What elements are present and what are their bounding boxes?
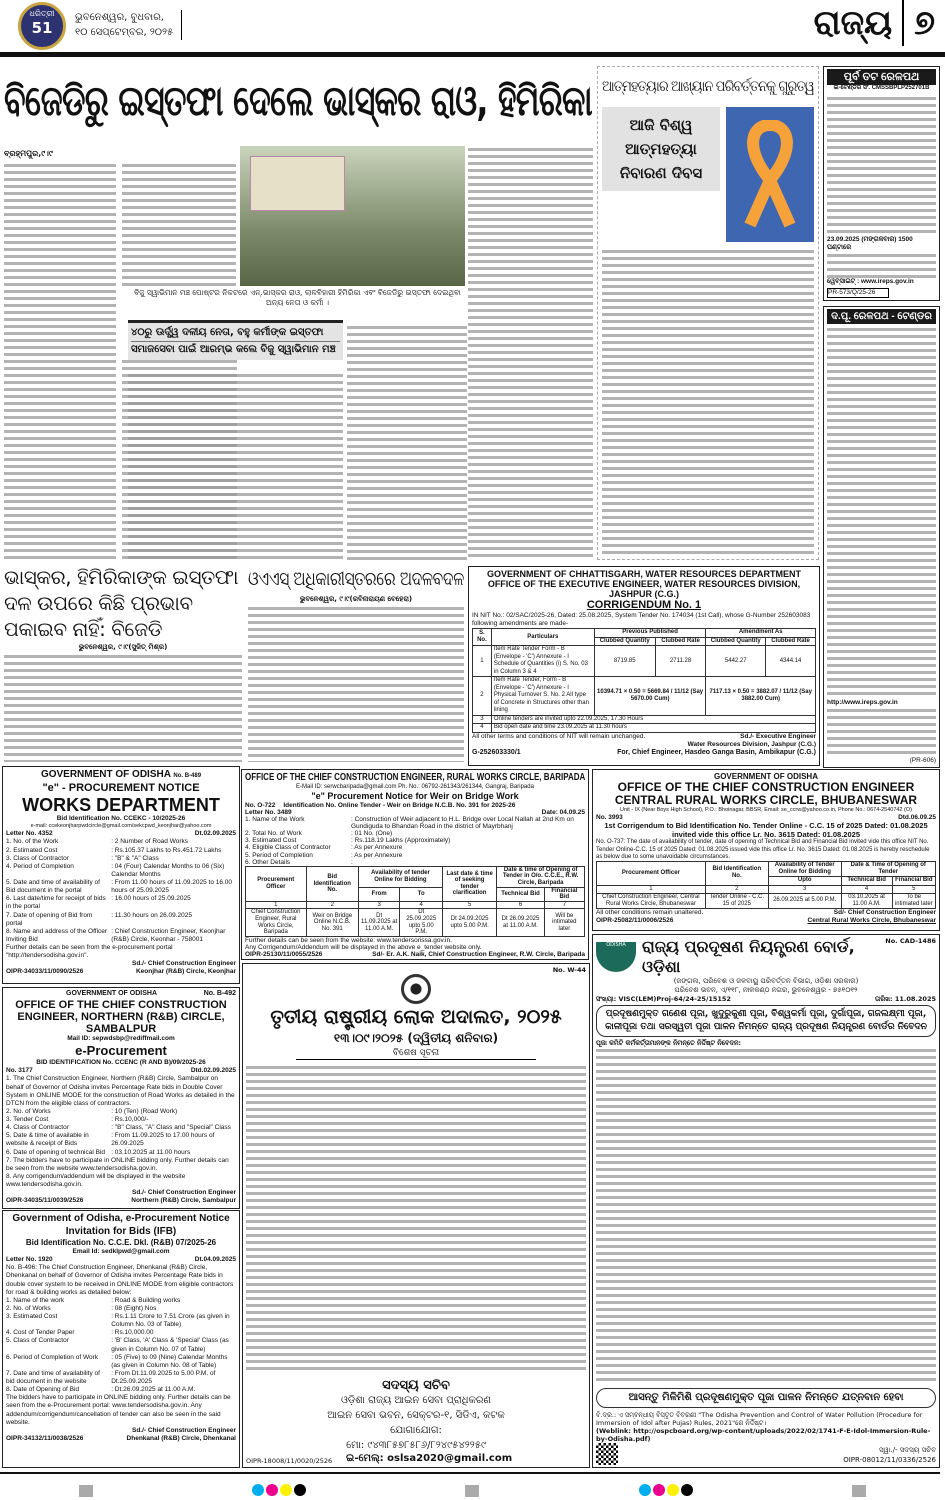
notice-item: 8. Date of Opening of Bid : Dt.26.09.2025 at 11.00 A.M. [6, 1386, 196, 1394]
lead-headline: ବିଜେଡିରୁ ଇସ୍ତଫା ଦେଲେ ଭାସ୍କର ରାଓ, ହିମିରିକା [4, 76, 592, 125]
notice-item: 6. Date of opening of technical Bid : 03.10.2025 at 11.00 hours [6, 1148, 191, 1156]
notice-item: 1. Name of the work : Road & Building works [6, 1296, 181, 1304]
story2-headline: ଭାସ୍କର, ହିମିରିକାଙ୍କ ଇସ୍ତଫା ଦଳ ଉପରେ କିଛି ପ୍ରଭାବ ପକାଇବ ନାହିଁ: ବିଜେଡି [4, 565, 239, 641]
rail-tender-1: ପୂର୍ବ ତଟ ରେଳପଥ ଇ-ଟେଣ୍ଡର ସଂ. CMSSBPLP252701B 23.09.2025 (ମଙ୍ଗଳବାର) 1500 ଘଣ୍ଟାରେ ୱେବ୍‌ସାଇଟ୍ : www.ireps.gov.in PR-573/Q/25-26 [823, 66, 940, 301]
table-cell: Dt 11.09.2025 at 11.00 A.M. [358, 909, 400, 936]
baripada-notice: OFFICE OF THE CHIEF CONSTRUCTION ENGINEER, RURAL WORKS CIRCLE, BARIPADA E-Mail ID: serwcbaripada@gmail.com Ph. No.: 06792-261343/261344, Gangraj, Baripada "e" Procurement Notice for Weir on Bridge Work No. O-722 Identification No. Online Tender - Weir on Bridge N.C.B. No. 391 for 2025-26 Letter No. 3489 Date: 04.09.25 1. Name of the Work : Construction of Weir adjacent to H.L. Bridge over Local Nallah at 2nd Km on Gundiguda to Bhandan Road in the district of Mayrbhanj 2. Total No. of Work : 01 No. (One) 3. Estimated Cost : Rs.118.19 Lakhs (Approximately) 4. Eligible Class of Contractor : As per Annexure 5. Period of Completion : As per Annexure 6. Other Details : Procurement Officer Bid Identification No. Availability of tender Online for Bidding Last date & time of seeking tender clarification Date & time of Opening of Tender in O/o. C.C.E., R.W. Circle, Baripada From To Technical Bid Financial Bid 1 2 3 4 5 6 7 Chief Construction Engineer, Rural Works Circle, Baripada Weir on Bridge Online N.C.B. No. 391 Dt 11.09.2025 at 11.00 A.M. Dt 25.09.2025 upto 5.00 P.M. Dt 24.09.2025 upto 5.00 P.M. Dt 26.09.2025 at 11.00 A.M. Will be intimated later Further details can be seen from the website: www.tendersorissa.gov.in. Any Corrigendum/Addendum will be displayed in the above e_tender website only. OIPR-25130/11/0055/2526 Sd/- Er. A.K. Naik, Chief Construction Engineer, R.W. Circle, Baripada [241, 769, 589, 960]
bottom-rule [0, 1472, 940, 1474]
table-cell: 5 [442, 901, 496, 909]
table-cell: 2 [306, 901, 358, 909]
table-cell: Weir on Bridge Online N.C.B. No. 391 [306, 909, 358, 936]
table-cell: 4 [400, 901, 443, 909]
works-dept-notice: GOVERNMENT OF ODISHA No. B-489 "e" - PROCUREMENT NOTICE WORKS DEPARTMENT Bid Identification No. CCEKC - 10/2025-26 e-mail: ccekeonjharpwdcircle@gmail.com/sekcpwd_keonjhar@yahoo.com Letter No. 4352 Dt.02.09.2025 1. No. of the Work : 2 Number of Road Works 2. Estimated Cost : Rs.105.37 Lakhs to Rs.451.72 Lakhs 3. Class of Contractor : "B" & "A" Class 4. Period of Completion : 04 (Four) Calendar Months to 06 (Six) Calendar Months 5. Date and time of availability of Bid document in the portal : From 11.00 hours of 11.09.2025 to 16.00 hours of 25.09.2025 6. Last date/time for receipt of bids in the portal : 16.00 hours of 25.09.2025 7. Date of opening of Bid from portal : 11.30 hours on 26.09.2025 8. Name and address of the Officer Inviting Bid : Chief Construction Engineer, Keonjhar (R&B) Circle, Keonhar - 758001 Further details can be seen from the e-procurement portal "http://tendersodisha.gov.in". Sd./- Chief Construction Engineer OIPR-34033/11/0090/2526 Keonjhar (R&B) Circle, Keonjhar [2, 766, 240, 984]
notice-item: 4. Period of Completion : 04 (Four) Calendar Months to 06 (Six) Calendar Months [6, 862, 225, 878]
notice-item: 7. Date of opening of Bid from portal : 11.30 hours on 26.09.2025 [6, 911, 193, 927]
notice-item: 2. Estimated Cost : Rs.105.37 Lakhs to Rs.451.72 Lakhs [6, 846, 222, 854]
page-number: ୭ [914, 3, 935, 43]
notice-item: 1. No. of the Work : 2 Number of Road Works [6, 838, 189, 846]
table-cell: Chief Construction Engineer, Rural Works Circle, Baripada [246, 909, 307, 936]
table-cell: 5 [892, 885, 935, 893]
notice-item: 5. Class of Contractor : 'B' Class, 'A' Class & 'Special' Class (as given in Column No. 07 of Table) [6, 1337, 229, 1353]
place-day: ଭୁବନେଶ୍ୱର, ବୁଧବାର, [75, 12, 164, 23]
notice-item: 8. Name and address of the Officer Inviting Bid : Chief Construction Engineer, Keonjhar (R&B) Circle, Keonhar - 758001 [6, 927, 226, 943]
bbsr-table: Procurement Officer Bid Identification No. Availability of Tender Online for Bidding Date & Time of Opening of Tender Upto Technical Bid Financial Bid 1 2 3 4 5 Chief Construction Engineer, Central Rural Works Circle, Bhubaneswar Tender Online - C.C. 15 of 2025 26.09.2025 at 5.00 P.M. 03.10.2025 at 11.00 A.M. To be intimated later [596, 861, 936, 909]
table-cell: 1 [597, 885, 706, 893]
odisha-spcb-logo: ODISHA [596, 942, 636, 972]
notice-item: 4. Class of Contractor : "B" Class, "A" Class and "Special" Class [6, 1124, 231, 1132]
baripada-table: Procurement Officer Bid Identification No. Availability of tender Online for Bidding Last date & time of seeking tender clarification Date & time of Opening of Tender in O/o. C.C.E., R.W. Circle, Baripada From To Technical Bid Financial Bid 1 2 3 4 5 6 7 Chief Construction Engineer, Rural Works Circle, Baripada Weir on Bridge Online N.C.B. No. 391 Dt 11.09.2025 at 11.00 A.M. Dt 25.09.2025 upto 5.00 P.M. Dt 24.09.2025 upto 5.00 P.M. Dt 26.09.2025 at 11.00 A.M. Will be intimated later [245, 866, 585, 937]
story2: ଭାସ୍କର, ହିମିରିକାଙ୍କ ଇସ୍ତଫା ଦଳ ଉପରେ କିଛି ପ୍ରଭାବ ପକାଇବ ନାହିଁ: ବିଜେଡି ଭୁବନେଶ୍ୱର, ୯।୯(ସୁଜିତ୍ ମିଶ୍ର) [4, 564, 242, 762]
notice-item: 3. Estimated Cost : Rs.1.11 Crore to 7.51 Crore (as given in Column No. 03 of Table) [6, 1313, 230, 1329]
notice-item: 1. Name of the Work : Construction of Weir adjacent to H.L. Bridge over Local Nallah at 2nd Km on Gundiguda to Bhandan Road in the district of Mayrbhanj [245, 815, 574, 831]
notice-item: 2. Total No. of Work : 01 No. (One) [245, 830, 393, 838]
issue-date: ୧୦ ସେପ୍ଟେମ୍ବର, ୨୦୨୫ [75, 27, 174, 38]
notice-item: 4. Eligible Class of Contractor : As per Annexure [245, 844, 403, 852]
notice-item: 3. Class of Contractor : "B" & "A" Class [6, 854, 159, 862]
dhenkanal-ifb-notice: Government of Odisha, e-Procurement Notice Invitation for Bids (IFB) Bid Identification No. C.C.E. Dkl. (R&B) 07/2025-26 Email Id: sedklpwd@gmail.com Letter No. 1920 Dt.04.09.2025 No. B-496: The Chief Construction Engineer, Dhenkanal (R&B) Circle, Dhenkanal on behalf of Governor of Odisha invites Percentage Rate bids in double cover system to be received in ONLINE MODE from eligible contractors for road & building works as detailed below: 1. Name of the work : Road & Building works 2. No. of Works : 08 (Eight) Nos 3. Estimated Cost : Rs.1.11 Crore to 7.51 Crore (as given in Column No. 03 of Table) 4. Cost of Tender Paper : Rs.10,000.00 5. Class of Contractor : 'B' Class, 'A' Class & 'Special' Class (as given in Column No. 07 of Table) 6. Period of Completion of Work : 05 (Five) to 09 (Nine) Calendar Months (as given in Column No. 08 of Table) 7. Date and time of availability of bid document in the website : From Dt.11.09.2025 to 5.00 P.M. of Dt.25.09.2025 8. Date of Opening of Bid : Dt.26.09.2025 at 11.00 A.M. The bidders have to participate in ONLINE bidding only. Further details can be seen from the e-Procurement portal: www.tendersodisha.gov.in. Any addendum/corrigendum/cancellation of tender can also be seen in the said website. Sd./- Chief Construction Engineer OIPR-34132/11/0038/2526 Dhenkanal (R&B) Circle, Dhenkanal [2, 1210, 240, 1468]
table-cell: 2 [705, 885, 768, 893]
table-cell: 4 [841, 885, 892, 893]
table-cell: 6 [497, 901, 544, 909]
sambalpur-notice: GOVERNMENT OF ODISHA No. B-492 OFFICE OF THE CHIEF CONSTRUCTION ENGINEER, NORTHERN (R&B) CIRCLE, SAMBALPUR Mail ID: sepwdsbp@rediffmail.com e-Procurement BID IDENTIFICATION No. CCENC (R AND B)/09/2025-26 No. 3177 Dtd.02.09.2025 1. The Chief Construction Engineer, Northern (R&B) Circle, Sambalpur on behalf of Governor of Odisha invites Percentage Rate bids in Double Cover System in ONLINE MODE for the construction of Road Works as detailed in the DTCN from the eligible class of contractors. 2. No. of Works : 10 (Ten) (Road Work) 3. Tender Cost : Rs.10,000/- 4. Class of Contractor : "B" Class, "A" Class and "Special" Class 5. Date & time of available in website & receipt of Bids : From 11.09.2025 to 17.00 hours of 26.09.2025 6. Date of opening of technical Bid : 03.10.2025 at 11.00 hours 7. The bidders have to participate in ONLINE bidding only. Further details can be seen from the website www.tendersodisha.gov.in. 8. Any corrigendum/addendum will be displayed in the website www.tendersodisha.gov.in. Sd./- Chief Construction Engineer OIPR-34035/11/0039/2526 Northern (R&B) Circle, Sambalpur [2, 987, 240, 1209]
ribbon-graphic [726, 107, 814, 242]
notice-item: 6. Period of Completion of Work : 05 (Five) to 09 (Nine) Calendar Months (as given in Column No. 08 of Table) [6, 1353, 228, 1369]
table-cell: 3 [358, 901, 400, 909]
notice-item: 5. Period of Completion : As per Annexure [245, 851, 403, 859]
lead-photo [240, 146, 465, 286]
anniversary-logo: ଧରିତ୍ରୀ 51 [18, 2, 66, 50]
table-cell: 3 [768, 885, 841, 893]
table-cell: 7 [544, 901, 584, 909]
table-cell: Dt 26.09.2025 at 11.00 A.M. [497, 909, 544, 936]
story3: ଓଏଏସ୍ ଅଧିକାରୀସ୍ତରରେ ଅଦଳବଦଳ ଭୁବନେଶ୍ୱର, ୯।୯(ରବିନାରାୟଣ ବେହେରା) [248, 564, 464, 762]
notice-item: 7. Date and time of availability of bid document in the website : From Dt.11.09.2025 to 5.00 P.M. of Dt.25.09.2025 [6, 1369, 216, 1385]
lok-adalat-notice: No. W-44 ତୃତୀୟ ରାଷ୍ଟ୍ରୀୟ ଲୋକ ଅଦାଲତ, ୨୦୨୫ ୧୩।୦୯।୨୦୨୫ (ଦ୍ୱିତୀୟ ଶନିବାର) ବିଶେଷ ସୂଚନା ସଦସ୍ୟ ସଚିବ ଓଡ଼ିଶା ରାଜ୍ୟ ଆଇନ ସେବା ପ୍ରାଧିକରଣ ଆଇନ ସେବା ଭବନ, ସେକ୍ଟର-୧, ସିଡିଏ, କଟକ ଯୋଗାଯୋଗ: ମୋ: ୯୪୩୮୫୭୮୫୮୬/୮୨୪୯୫୪୨୨୫୯ OIPR-18008/11/0020/2526 ଇ-ମେଲ୍: oslsa2020@gmail.com [242, 963, 590, 1468]
notice-item: 6. Other Details : [245, 858, 353, 866]
table-cell: Dt 25.09.2025 upto 5.00 P.M. [400, 909, 443, 936]
masthead [0, 0, 945, 52]
spcb-notice: ODISHA ରାଜ୍ୟ ପ୍ରଦୂଷଣ ନିୟନ୍ତ୍ରଣ ବୋର୍ଡ, ଓଡ଼ିଶା No. CAD-1486 (ଜଙ୍ଗଲ, ପରିବେଶ ଓ ଜଳବାୟୁ ପରିବର୍ତ୍ତନ ବିଭାଗ, ଓଡ଼ିଶା ସରକାର) ପରିବେଶ ଭବନ, ଏ/୧୧୮, ନୀଳକଣ୍ଠ ନଗର, ଭୁବନେଶ୍ୱର - ୭୫୧୦୧୨ ସଂଖ୍ୟା: VISC(LEM)Proj-64/24-25/15152 ତାରିଖ: 11.08.2025 ପ୍ରଦୂଷଣମୁକ୍ତ ଗଣେଶ ପୂଜା, ଖୁଦୁରୁକୁଣୀ ପୂଜା, ବିଶ୍ୱକର୍ମା ପୂଜା, ଦୁର୍ଗାପୂଜା, ଗଜଲକ୍ଷ୍ମୀ ପୂଜା, କାଳୀପୂଜା ତଥା ସରସ୍ୱତୀ ପୂଜା ପାଳନ ନିମନ୍ତେ ରାଜ୍ୟ ପ୍ରଦୂଷଣ ନିୟନ୍ତ୍ରଣ ବୋର୍ଡର ନିବେଦନ ପୂଜା କମିଟି କର୍ମକର୍ତ୍ତାମାନଙ୍କ ନିମନ୍ତେ ନିର୍ଦ୍ଦିଷ୍ଟ ନିବେଦନ: ଆସନ୍ତୁ ମିଳିମିଶି ପ୍ରଦୂଷଣମୁକ୍ତ ପୂଜା ପାଳନ ନିମନ୍ତେ ଯତ୍ନବାନ ହେବା ବି.ଦ୍ର.: ଏ ସମ୍ବନ୍ଧୀୟ ବିସ୍ତୃତ ବିବରଣୀ "The Odisha Prevention and Control of Water Pollution (Procedure for Immersion of Idol after Pujas) Rules, 2021"ରେ ନିର୍ଦ୍ଦିଷ୍ଟ। (Weblink: http://ospcboard.org/wp-content/uploads/2022/02/1741-F-E-Idol-Immersion-Rule-by-Odisha.pdf) ସ୍ୱା./- ସଦସ୍ୟ ସଚିବ OIPR-08012/11/0336/2526 [592, 934, 940, 1468]
suicide-article: ଆତ୍ମହତ୍ୟାର ଆଖ୍ୟାନ ପରିବର୍ତ୍ତନକୁ ଗୁରୁତ୍ୱ ଆଜି ବିଶ୍ୱ ଆତ୍ମହତ୍ୟା ନିବାରଣ ଦିବସ [597, 66, 819, 560]
suicide-headline: ଆଜି ବିଶ୍ୱ ଆତ୍ମହତ୍ୟା ନିବାରଣ ଦିବସ [602, 107, 720, 191]
notice-item: 5. Date & time of available in website & receipt of Bids : From 11.09.2025 to 17.00 hours of 26.09.2025 [6, 1132, 215, 1148]
notice-item: 5. Date and time of availability of Bid document in the portal : From 11.00 hours of 11.09.2025 to 16.00 hours of 25.09.2025 [6, 879, 232, 895]
cg-corrigendum-notice: GOVERNMENT OF CHHATTISGARH, WATER RESOURCES DEPARTMENT OFFICE OF THE EXECUTIVE ENGINEER, WATER RESOURCES DIVISION, JASHPUR (C.G.) CORRIGENDUM No. 1 IN NIT No.: 02/SAC/2025-26, Dated: 25.08.2025, System Tender No. 174034 (1st Call), whose G-Number 252603083 following amendments are made- S. No. Particulars Previous Published Amendment As Clubbed Quantity Clubbed Rate Clubbed Quantity Clubbed Rate 1 Item Rate Tender Form - B (Envelope - 'C') Annexure - I Schedule of Quantities (i) S. No. 03 in Column 3 & 4 8719.85 2711.28 5442.27 4344.14 2 Item Rate Tender, Form - B (Envelope - 'C') Annexure - I Physical Turnover S. No. 2 All type of Concrete in Structures other than lining 10394.71 × 0.50 = 5669.84 / 11/12 (Say 5670.00 Cum) 7117.13 × 0.50 = 3882.07 / 11/12 (Say 3882.00 Cum) 3 Online tenders are invited upto 22.09.2025, 17.30 Hours 4 Bid open date and time 23.09.2025 at 11.30 hours All other terms and conditions of NIT will remain unchanged. Sd./- Executive Engineer Water Resources Division, Jashpur (C.G.) G-252603330/1 For, Chief Engineer, Hasdeo Ganga Basin, Ambikapur (C.G.) [468, 566, 820, 766]
table-cell: 03.10.2025 at 11.00 A.M. [841, 893, 892, 908]
print-registration-marks [0, 1481, 945, 1500]
notice-item: 2. No. of Works : 10 (Ten) (Road Work) [6, 1107, 178, 1115]
notice-item: 4. Cost of Tender Paper : Rs.10,000.00 [6, 1329, 154, 1337]
table-cell: Will be intimated later [544, 909, 584, 936]
bhubaneswar-corrigendum: GOVERNMENT OF ODISHA OFFICE OF THE CHIEF CONSTRUCTION ENGINEER CENTRAL RURAL WORKS CIRCLE, BHUBANESWAR Unit - IX (Near Boys High School), P.O.: Bhoinagar, BBSR, Email: se_ccrw@yahoo.co.in, Phone No.: 0674-2540742 (O) No. 3993 Dtd.06.09.25 1st Corrigendum to Bid Identification No. Tender Online - C.C. 15 of 2025 Dated: 01.08.2025 invited vide this office Lr. No. 3615 Dated: 01.08.2025 No. O-737: The date of availability of tender, date of opening of Technical Bid and Financial Bid invited vide this office NIT No. Tender Online-C.C. 15 of 2025 Dated: 01.08.2025 issued vide this office Lr. No. 3615 Dated: 01.08.2025 is hereby reschedule as below due to some unavoidable circumstances. Procurement Officer Bid Identification No. Availability of Tender Online for Bidding Date & Time of Opening of Tender Upto Technical Bid Financial Bid 1 2 3 4 5 Chief Construction Engineer, Central Rural Works Circle, Bhubaneswar Tender Online - C.C. 15 of 2025 26.09.2025 at 5.00 P.M. 03.10.2025 at 11.00 A.M. To be intimated later All other conditions remain unaltered. Sd/- Chief Construction Engineer OIPR-25082/11/0006/2526 Central Rural Works Circle, Bhubaneswar [592, 769, 940, 931]
story3-headline: ଓଏଏସ୍ ଅଧିକାରୀସ୍ତରରେ ଅଦଳବଦଳ [248, 568, 464, 590]
table-cell: Dt 24.09.2025 upto 5.00 P.M. [442, 909, 496, 936]
section-name: ରାଜ୍ୟ [813, 3, 893, 43]
notice-item: 2. No. of Works : 08 (Eight) Nos [6, 1304, 157, 1312]
rail-tender-2: ଦ.ପୂ. ରେଳପଥ - ଟେଣ୍ଡର http://www.ireps.gov.in (PR-606) [823, 306, 940, 768]
photo-caption: ବିଜୁ ସ୍ୱାଭିମାନ ମଞ୍ଚ ପୋଷ୍ଟର ନିକଟରେ ଏନ୍.ଭାସ୍କର ରାଓ, ଲାଳବିହାରୀ ହିମିରିକା ଏବଂ ବିଜେଡିରୁ ଇସ୍ତଫା ଦେଇଥିବା ଅନ୍ୟ ନେତା ଓ କର୍ମୀ । [134, 288, 461, 307]
table-cell: Chief Construction Engineer, Central Rural Works Circle, Bhubaneswar [597, 893, 706, 908]
table-cell: To be intimated later [892, 893, 935, 908]
table-cell: Tender Online - C.C. 15 of 2025 [705, 893, 768, 908]
notice-item: 3. Tender Cost : Rs.10,000/- [6, 1116, 149, 1123]
qr-code [596, 1443, 618, 1465]
nalsa-emblem [401, 974, 431, 1004]
notice-item: 6. Last date/time for receipt of bids in the portal : 16.00 hours of 25.09.2025 [6, 895, 191, 911]
cg-table: S. No. Particulars Previous Published Amendment As Clubbed Quantity Clubbed Rate Clubbed Quantity Clubbed Rate 1 Item Rate Tender Form - B (Envelope - 'C') Annexure - I Schedule of Quantities (i) S. No. 03 in Column 3 & 4 8719.85 2711.28 5442.27 4344.14 2 Item Rate Tender, Form - B (Envelope - 'C') Annexure - I Physical Turnover S. No. 2 All type of Concrete in Structures other than lining 10394.71 × 0.50 = 5669.84 / 11/12 (Say 5670.00 Cum) 7117.13 × 0.50 = 3882.07 / 11/12 (Say 3882.00 Cum) 3 Online tenders are invited upto 22.09.2025, 17.30 Hours 4 Bid open date and time 23.09.2025 at 11.30 hours [472, 628, 816, 733]
masthead-rule [0, 52, 945, 57]
notice-item: 3. Estimated Cost : Rs.118.19 Lakhs (Approximately) [245, 837, 451, 845]
highlights-box: ୪୦ରୁ ଊର୍ଦ୍ଧ୍ୱ ଦଳୀୟ ନେତା, ବହୁ କର୍ମୀଙ୍କ ଇସ୍ତଫା ସମାଜସେବା ପାଇଁ ଆରମ୍ଭ କଲେ ବିଜୁ ସ୍ୱାଭିମାନ ମଞ୍ଚ [128, 320, 343, 360]
table-cell: 26.09.2025 at 5.00 P.M. [768, 893, 841, 908]
table-cell: 1 [246, 901, 307, 909]
